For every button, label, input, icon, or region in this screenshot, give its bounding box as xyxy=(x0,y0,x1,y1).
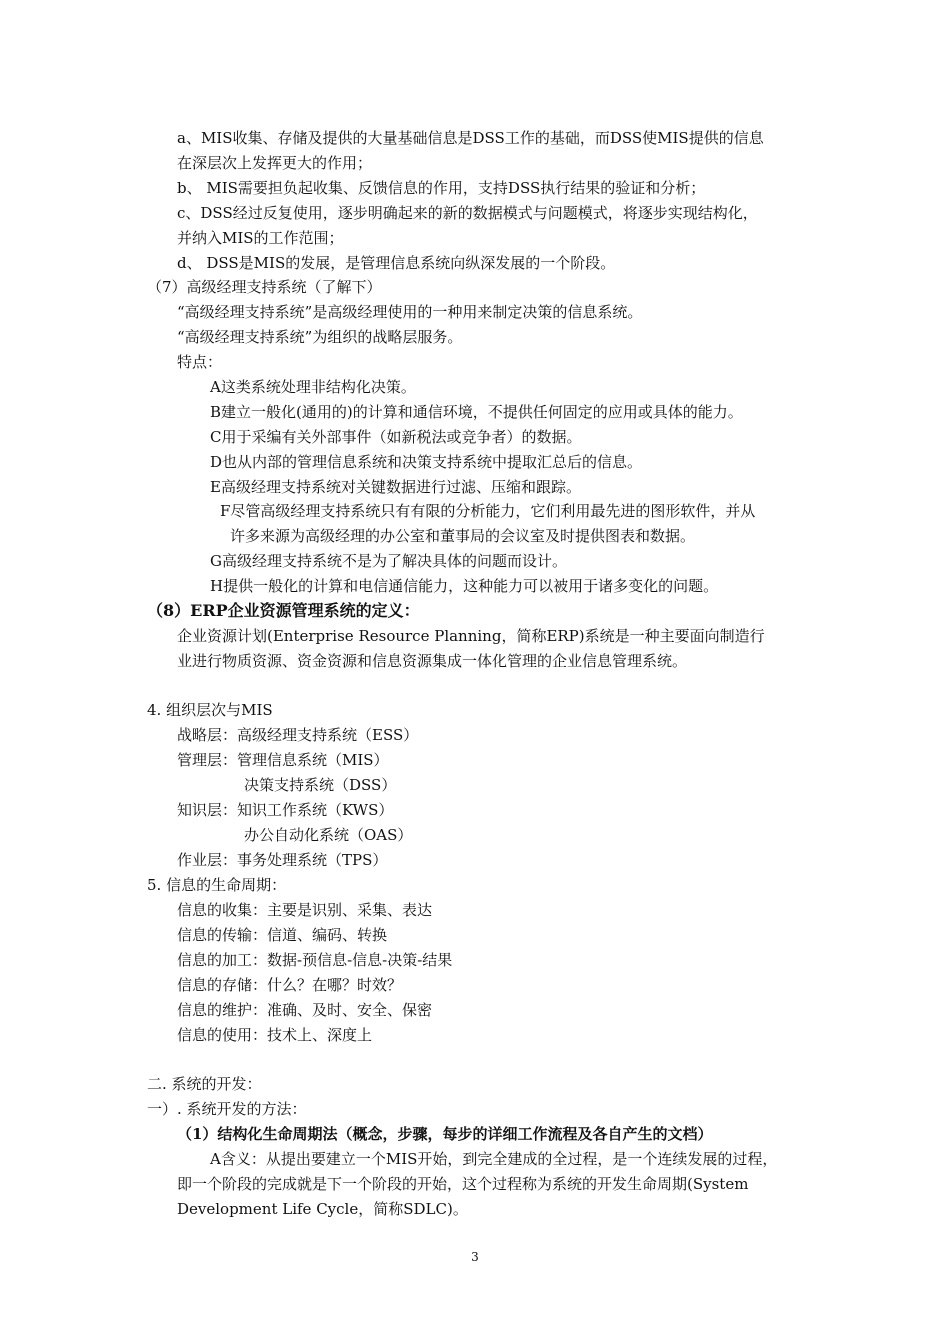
page-number: 3 xyxy=(471,1250,479,1264)
section-heading: （7）高级经理支持系统（了解下） xyxy=(147,278,382,296)
text-line: 业进行物质资源、资金资源和信息资源集成一体化管理的企业信息管理系统。 xyxy=(177,652,688,670)
text-line: 信息的维护：准确、及时、安全、保密 xyxy=(177,1001,433,1019)
list-item: D也从内部的管理信息系统和决策支持系统中提取汇总后的信息。 xyxy=(210,453,643,471)
text-line: 信息的存储：什么？在哪？时效？ xyxy=(177,976,403,994)
list-item: A这类系统处理非结构化决策。 xyxy=(210,378,416,396)
list-item: B建立一般化(通用的)的计算和通信环境，不提供任何固定的应用或具体的能力。 xyxy=(210,403,743,421)
text-line: “高级经理支持系统”为组织的战略层服务。 xyxy=(177,328,463,346)
text-line: 企业资源计划(Enterprise Resource Planning，简称ERP)系统是一种主要面向制造行 xyxy=(177,627,765,645)
text-line: A含义：从提出要建立一个MIS开始，到完全建成的全过程，是一个连续发展的过程， xyxy=(210,1150,778,1168)
text-line: 并纳入MIS的工作范围； xyxy=(177,229,344,247)
text-line: 战略层：高级经理支持系统（ESS） xyxy=(177,726,419,744)
text-line: a、MIS收集、存储及提供的大量基础信息是DSS工作的基础，而DSS使MIS提供的信息 xyxy=(177,129,764,147)
text-line: 信息的使用：技术上、深度上 xyxy=(177,1026,373,1044)
text-line: 办公自动化系统（OAS） xyxy=(244,826,413,844)
list-item: C用于采编有关外部事件（如新税法或竞争者）的数据。 xyxy=(210,428,582,446)
text-line: c、DSS经过反复使用，逐步明确起来的新的数据模式与问题模式，将逐步实现结构化， xyxy=(177,204,758,222)
text-line: 作业层：事务处理系统（TPS） xyxy=(177,851,388,869)
text-line: 特点： xyxy=(177,353,223,371)
section-heading: 5. 信息的生命周期： xyxy=(147,876,287,894)
text-line: 信息的传输：信道、编码、转换 xyxy=(177,926,388,944)
text-line: 知识层：知识工作系统（KWS） xyxy=(177,801,394,819)
section-heading: （1）结构化生命周期法（概念，步骤，每步的详细工作流程及各自产生的文档） xyxy=(177,1125,713,1143)
text-line: 即一个阶段的完成就是下一个阶段的开始，这个过程称为系统的开发生命周期(System xyxy=(177,1175,749,1193)
text-line: b、 MIS需要担负起收集、反馈信息的作用，支持DSS执行结果的验证和分析； xyxy=(177,179,706,197)
text-line: “高级经理支持系统”是高级经理使用的一种用来制定决策的信息系统。 xyxy=(177,303,643,321)
list-item: F尽管高级经理支持系统只有有限的分析能力，它们利用最先进的图形软件，并从 xyxy=(220,502,756,520)
section-heading: 一）. 系统开发的方法： xyxy=(147,1100,307,1118)
text-line: 信息的收集：主要是识别、采集、表达 xyxy=(177,901,433,919)
list-item: H提供一般化的计算和电信通信能力，这种能力可以被用于诸多变化的问题。 xyxy=(210,577,719,595)
text-line: 在深层次上发挥更大的作用； xyxy=(177,154,373,172)
list-item: G高级经理支持系统不是为了解决具体的问题而设计。 xyxy=(210,552,567,570)
section-heading: （8）ERP企业资源管理系统的定义： xyxy=(147,601,420,620)
section-heading: 4. 组织层次与MIS xyxy=(147,701,273,719)
text-line: 管理层：管理信息系统（MIS） xyxy=(177,751,389,769)
text-line: d、 DSS是MIS的发展，是管理信息系统向纵深发展的一个阶段。 xyxy=(177,254,616,272)
text-line: Development Life Cycle，简称SDLC)。 xyxy=(177,1200,468,1218)
section-heading: 二. 系统的开发： xyxy=(147,1075,262,1093)
text-line: 决策支持系统（DSS） xyxy=(244,776,397,794)
list-item: E高级经理支持系统对关键数据进行过滤、压缩和跟踪。 xyxy=(210,478,581,496)
list-item: 许多来源为高级经理的办公室和董事局的会议室及时提供图表和数据。 xyxy=(230,527,696,545)
text-line: 信息的加工：数据-预信息-信息-决策-结果 xyxy=(177,951,453,969)
